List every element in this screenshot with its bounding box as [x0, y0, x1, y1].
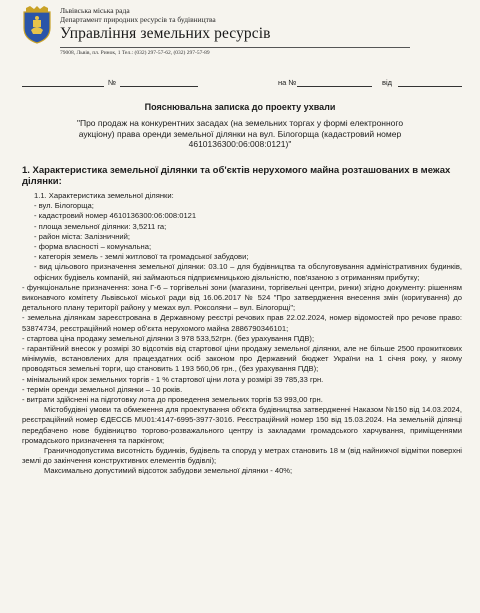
paragraph: Граничнодопустима висотність будинків, будівель та споруд у метрах становить 18 м (від найнижчої відмітки поверхні землі до закінчення конструктивних елементів будівлі); [22, 446, 462, 466]
paragraph: - функціональне призначення: зона Г-6 – торгівельні зони (магазини, торгівельні центри, ринки) згідно документу: рішенням виконавчого комітету Львівської міської ради від 16.06.2017 № 524 "Про затвердження внесення змін (коригування) до детального плану території району у межах вул. Роксоляни – вул. Білогорщі"; [22, 282, 462, 313]
number-label: № [108, 78, 117, 87]
paragraph: - категорія земель - землі житлової та громадської забудови; [34, 252, 249, 262]
from-date-blank [398, 86, 462, 87]
paragraph: - термін оренди земельної ділянки – 10 років. [22, 384, 183, 394]
coat-of-arms-icon [22, 6, 52, 44]
document-title: Пояснювальна записка до проекту ухвали [144, 102, 336, 112]
letterhead-text [60, 6, 271, 43]
document-subtitle: "Про продаж на конкурентних засадах (на земельних торгах у формі електронного аукціону) права оренди земельної ділянки на вул. Білогорща (кадастровий номер 4610136300:06:008:0121)" [76, 118, 404, 149]
number-blank [120, 86, 198, 87]
paragraph: - гарантійний внесок у розмірі 30 відсотків від стартової ціни продажу земельної ділянки, але не більше 2500 прожиткових мінімумів, встановлених для працездатних осіб законом про Державний бюджет України на 1 січня року, у якому проводяться земельні торги, що становить 1 193 560,06 грн., (без урахування ПДВ); [22, 344, 462, 374]
council-name: Львівська міська рада [60, 6, 130, 15]
registration-line [22, 78, 462, 90]
paragraph: Максимально допустимий відсоток забудови земельної ділянки - 40%; [44, 466, 293, 476]
from-label: від [382, 78, 393, 87]
paragraph: - стартова ціна продажу земельної ділянки 3 978 533,52грн. (без урахування ПДВ); [22, 333, 315, 343]
paragraph: - площа земельної ділянки: 3,5211 га; [34, 221, 167, 231]
letterhead [22, 6, 462, 62]
department-name: Департамент природних ресурсів та будівництва [60, 15, 216, 24]
paragraph: - форма власності – комунальна; [34, 242, 152, 252]
section-heading: 1. Характеристика земельної ділянки та об'єктів нерухомого майна розташованих в межах ділянки: [22, 165, 451, 187]
paragraph: - вид цільового призначення земельної ділянки: 03.10 – для будівництва та обслуговування адміністративних будинків, офісних будівель компаній, які займаються підприємницькою діяльністю, пов'язаною з отриманням прибутку; [34, 262, 462, 282]
paragraph: Містобудівні умови та обмеження для проектування об'єкта будівництва затвердженні Наказом №150 від 14.03.2024, реєстраційний номер ЄДЕССБ MU01:4147-6995-3977-3016. Реєстраційний номер 150 від 15.03.2024. На земельній ділянці передбачено нове будівництво торгово-розважального центру із закладами громадського харчування, приміщеннями громадського призначення та паркінгом; [22, 405, 462, 445]
date-blank [22, 86, 104, 87]
letterhead-divider [60, 47, 410, 48]
office-title: Управління земельних ресурсів [60, 25, 271, 42]
letterhead-address: 79008, Львів, пл. Ринок, 1 Тел.: (032) 297-57-62, (032) 297-57-89 [60, 50, 210, 56]
paragraph: - мінімальний крок земельних торгів - 1 % стартової ціни лота у розмірі 39 785,33 грн. [22, 374, 324, 384]
paragraph: - район міста: Залізничний; [34, 231, 130, 241]
reference-number-label: на № [278, 78, 297, 87]
reference-number-blank [297, 86, 372, 87]
paragraph: - вул. Білогорща; [34, 201, 94, 211]
body-text [22, 191, 462, 477]
paragraph: - витрати здійснені на підготовку лота до проведення земельних торгів 53 993,00 грн. [22, 395, 323, 405]
paragraph: - земельна ділянкам зареєстрована в Державному реєстрі речових прав 22.02.2024, номер відомостей про речове право: 53874734, реєстраційний номер об'єкта нерухомого майна 2886790346101; [22, 313, 462, 333]
paragraph: - кадастровий номер 4610136300:06:008:0121 [34, 211, 197, 221]
paragraph: 1.1. Характеристика земельної ділянки: [34, 191, 174, 200]
